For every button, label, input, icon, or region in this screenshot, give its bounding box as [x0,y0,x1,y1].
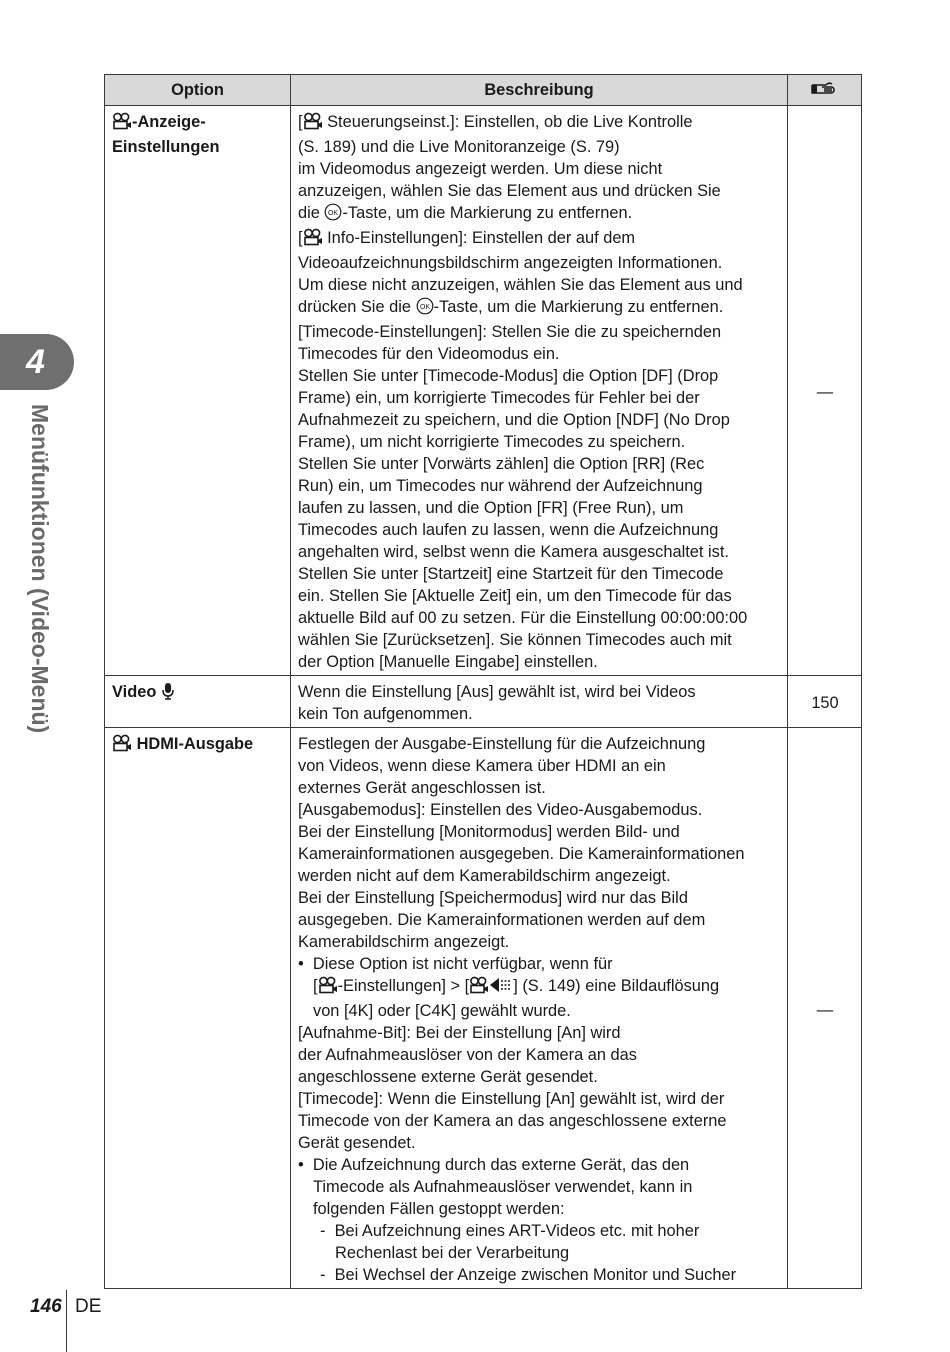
table-header-row [105,75,862,106]
option-cell-anzeige [105,106,291,676]
description-cell: Festlegen der Ausgabe-Einstellung für die Aufzeichnung von Videos, wenn diese Kamera über HDMI an ein externes Gerät angeschlossen ist. [Ausgabemodus]: Einstellen des Video-Ausgabemodus. Bei der Einstellung [Monitormodus] werden Bild- und Kamerainformationen ausgegeben. Die Kamerainformationen werden nicht auf dem Kamerabildschirm angezeigt. Bei der Einstellung [Speichermodus] wird nur das Bild ausgegeben. Die Kamerainformationen werden auf dem Kamerabildschirm angezeigt. • Diese Option ist nicht verfügbar, wenn für [ -Einstellungen] > [ ] (S. 149) eine Bildauflösung von [4K] oder [C4K] gewählt wurde. [Aufnahme-Bit]: Bei der Einstellung [An] wird der Aufnahmeauslöser von der Kamera an das angeschlossene externe Gerät gesendet. [Timecode]: Wenn die Einstellung [An] gewählt ist, wird der Timecode von der Kamera an das angeschlossene externe Gerät gesendet. • Die Aufzeichnung durch das externe Gerät, das den Timecode als Aufnahmeauslöser verwendet, kann in folgenden Fällen gestoppt werden: - Bei Aufzeichnung eines ART-Videos etc. mit hoher Rechenlast bei der Verarbeitung - Bei Wechsel der Anzeige zwischen Monitor und Sucher [291,728,788,1289]
page-number: 146 [30,1296,62,1317]
footer-divider [66,1290,67,1352]
reference-cell: 150 [788,676,862,728]
table-row [105,676,862,728]
ok-button-icon [324,203,342,227]
table-row [105,728,862,1289]
movie-camera-icon [112,112,132,136]
reference-cell: — [788,728,862,1289]
header-option: Option [105,75,291,106]
dash-item: - Bei Aufzeichnung eines ART-Videos etc. mit hoher [320,1222,700,1240]
movie-camera-icon [469,976,489,1000]
bullet-item: • Die Aufzeichnung durch das externe Gerät, das den [298,1156,690,1174]
option-cell-hdmi [105,728,291,1289]
microphone-icon [161,682,175,706]
dash-item: - Bei Wechsel der Anzeige zwischen Monitor und Sucher [320,1266,737,1284]
chapter-tab [0,334,74,390]
movie-camera-icon [318,976,338,1000]
chapter-number: 4 [26,343,45,381]
header-reference [788,75,862,106]
image-size-icon [489,976,513,1000]
option-label-cont: Einstellungen [112,138,220,156]
description-cell: [ Steuerungseinst.]: Einstellen, ob die Live Kontrolle (S. 189) und die Live Monitoranzeige (S. 79) im Videomodus angezeigt werden. Um diese nicht anzuzeigen, wählen Sie das Element aus und drücken Sie die -Taste, um die Markierung zu entfernen. [ Info-Einstellungen]: Einstellen der auf dem Videoaufzeichnungsbildschirm angezeigten Informationen. Um diese nicht anzuzeigen, wählen Sie das Element aus und drücken Sie die -Taste, um die Markierung zu entfernen. [Timecode-Einstellungen]: Stellen Sie die zu speichernden Timecodes für den Videomodus ein. Stellen Sie unter [Timecode-Modus] die Option [DF] (Drop Frame) ein, um korrigierte Timecodes für Fehler bei der Aufnahmezeit zu speichern, und die Option [NDF] (No Drop Frame), um nicht korrigierte Timecodes zu speichern. Stellen Sie unter [Vorwärts zählen] die Option [RR] (Rec Run) ein, um Timecodes nur während der Aufzeichnung laufen zu lassen, und die Option [FR] (Free Run), um Timecodes auch laufen zu lassen, wenn die Aufzeichnung angehalten wird, selbst wenn die Kamera ausgeschaltet ist. Stellen Sie unter [Startzeit] eine Startzeit für den Timecode ein. Stellen Sie [Aktuelle Zeit] ein, um den Timecode für das aktuelle Bild auf 00 zu setzen. Für die Einstellung 00:00:00:00 wählen Sie [Zurücksetzen]. Sie können Timecodes auch mit der Option [Manuelle Eingabe] einstellen. [291,106,788,676]
header-description: Beschreibung [291,75,788,106]
movie-camera-icon [303,228,323,252]
language-code: DE [75,1296,102,1317]
bullet-item: • Diese Option ist nicht verfügbar, wenn für [298,955,613,973]
option-label: Video [112,683,157,701]
option-label: HDMI-Ausgabe [136,735,254,753]
movie-camera-icon [112,734,132,758]
table-row [105,106,862,676]
option-cell-video [105,676,291,728]
description-cell: Wenn die Einstellung [Aus] gewählt ist, wird bei Videos kein Ton aufgenommen. [291,676,788,728]
option-label: -Anzeige- [132,113,206,131]
options-table [104,74,862,1289]
chapter-title: Menüfunktionen (Video-Menü) [27,404,53,734]
reference-cell: — [788,106,862,676]
ok-button-icon [416,297,434,321]
pointing-hand-icon [810,79,840,103]
movie-camera-icon [303,112,323,136]
